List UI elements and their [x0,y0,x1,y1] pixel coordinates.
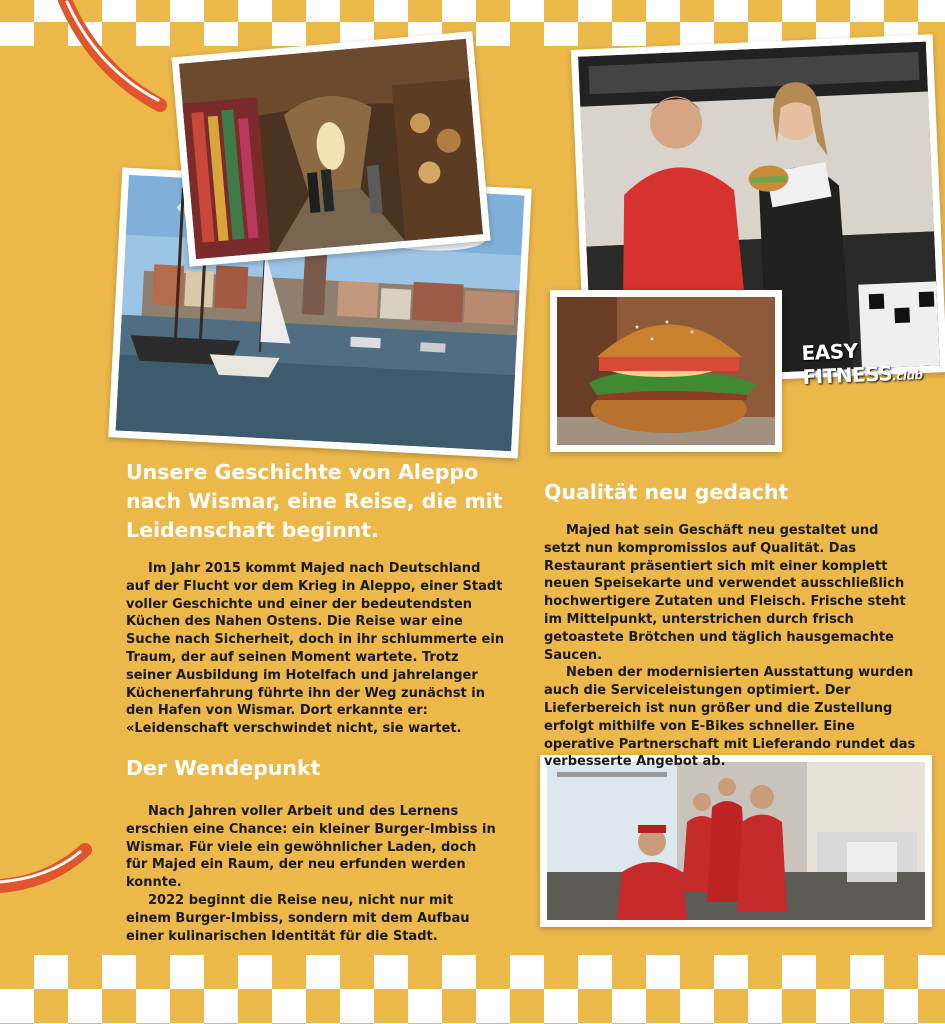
paragraph-history [126,560,506,738]
heading-turning-point: Der Wendepunkt [126,756,321,780]
logo-main-text: EASY FITNESS [801,338,893,390]
photo-souk [171,31,490,267]
logo-suffix-text: .club [891,367,923,384]
turning-point-text-2: 2022 beginnt die Reise neu, nicht nur mit einem Burger-Imbiss, sondern mit dem Aufbau einer kulinarischen Identität für die Stadt. [126,892,470,944]
checkered-border-bottom [0,955,945,1024]
quality-text-1: Majed hat sein Geschäft neu gestaltet und setzt nun kompromisslos auf Qualität. Das Restaurant präsentiert sich mit einer komplett neuen Speisekarte und verwendet ausschließlich hochwertigere Zutaten und Fleisch. Frische steht im Mittelpunkt, unterstrichen durch frisch getoastete Brötchen und täglich hausgemachte Saucen. [544,523,906,663]
heading-quality: Qualität neu gedacht [544,480,789,504]
paragraphs-turning-point [126,803,501,945]
turning-point-text-1: Nach Jahren voller Arbeit und des Lernens erschien eine Chance: ein kleiner Burger-Imbiss in Wismar. Für viele ein gewöhnlicher Laden, doch für Majed ein Raum, der neu erfunden werden konnte. [126,804,496,891]
heading-history: Unsere Geschichte von Aleppo nach Wismar, eine Reise, die mit Leidenschaft beginnt. [126,460,503,542]
swoosh-left [0,838,95,903]
photo-burger [550,290,782,452]
photo-kitchen-team [540,755,932,927]
paragraphs-quality [544,522,919,771]
quality-text-2: Neben der modernisierten Ausstattung wurden auch die Serviceleistungen optimiert. Der Lieferbereich ist nun größer und die Zustellung erfolgt mithilfe von E-Bikes schneller. Eine operative Partnerschaft mit Lieferando rundet das verbesserte Angebot ab. [544,665,916,770]
easy-fitness-logo [801,335,945,389]
history-text: Im Jahr 2015 kommt Majed nach Deutschland auf der Flucht vor dem Krieg in Aleppo, einer Stadt voller Geschichte und einer der bedeutendsten Küchen des Nahen Ostens. Die Reise war eine Suche nach Sicherheit, doch in ihr schlummerte ein Traum, der auf seinen Moment wartete. Trotz seiner Ausbildung im Hotelfach und jahrelanger Küchenerfahrung führte ihn der Weg zunächst in den Hafen von Wismar. Dort erkannte er: «Leidenschaft verschwindet nicht, sie wartet. [126,561,505,737]
swoosh-top-left [55,0,170,120]
